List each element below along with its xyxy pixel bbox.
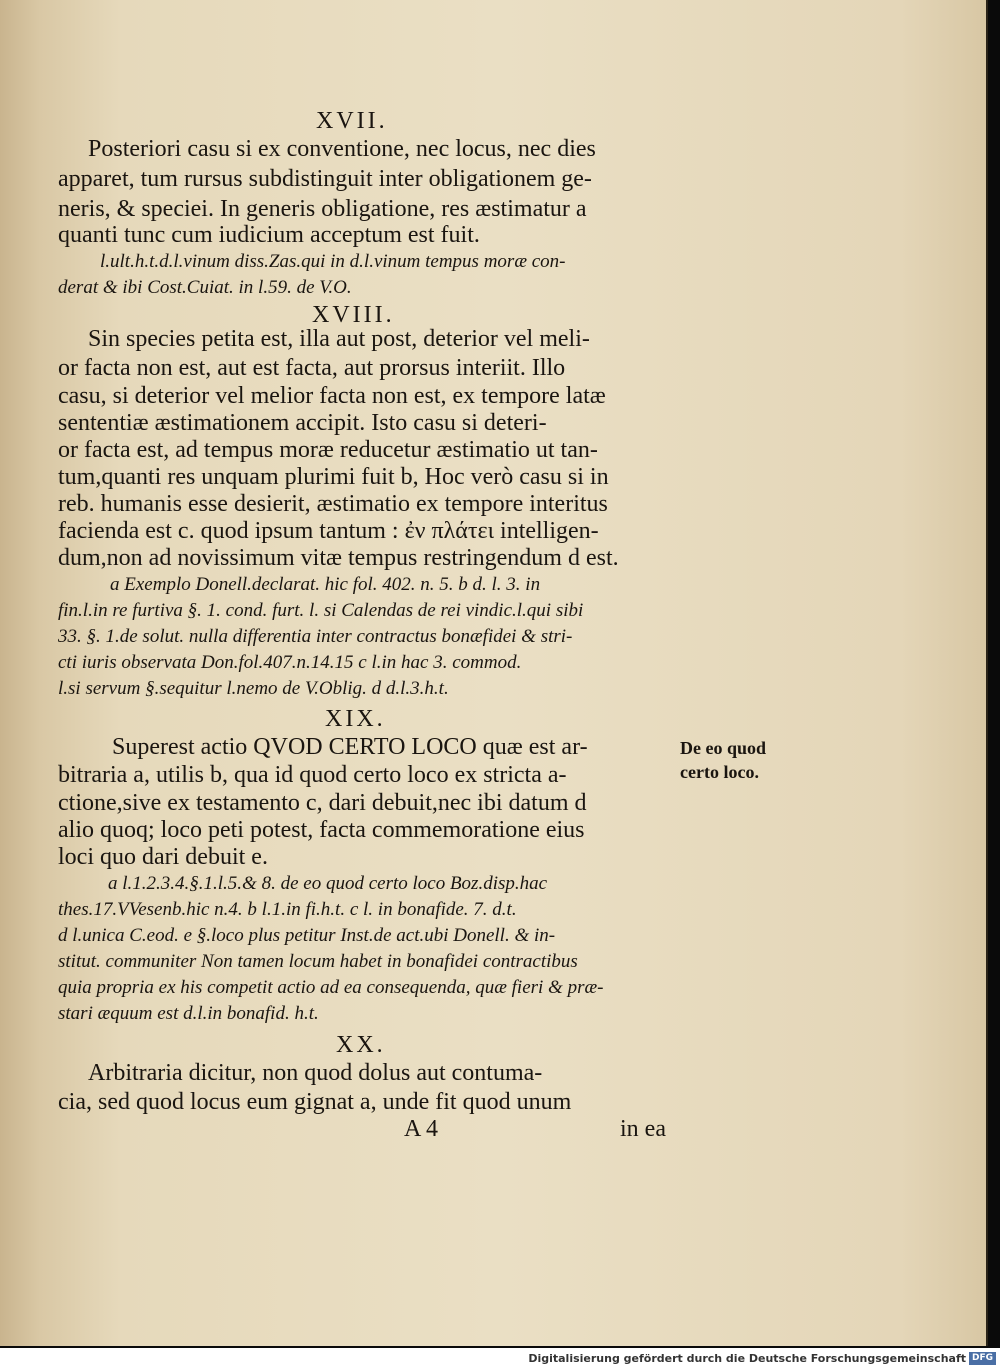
text-line: quanti tunc cum iudicium acceptum est fuit. (58, 222, 480, 248)
footnote-line: stari æquum est d.l.in bonafid. h.t. (58, 1003, 319, 1024)
footnote-line: derat & ibi Cost.Cuiat. in l.59. de V.O. (58, 277, 352, 298)
section-heading-xviii: XVIII. (312, 302, 395, 328)
text-line: tum,quanti res unquam plurimi fuit b, Hoc verò casu si in (58, 464, 609, 490)
footer-credit: Digitalisierung gefördert durch die Deutsche Forschungsgemeinschaft (528, 1352, 966, 1365)
text-line: Sin species petita est, illa aut post, deterior vel meli- (88, 326, 590, 352)
text-line: casu, si deterior vel melior facta non est, ex tempore latæ (58, 383, 606, 409)
text-line: bitraria a, utilis b, qua id quod certo loco ex stricta a- (58, 762, 567, 788)
footnote-line: 33. §. 1.de solut. nulla differentia inter contractus bonæfidei & stri- (58, 626, 573, 647)
footnote-line: l.ult.h.t.d.l.vinum diss.Zas.qui in d.l.vinum tempus moræ con- (100, 251, 566, 272)
text-line: or facta non est, aut est facta, aut prorsus interiit. Illo (58, 355, 566, 381)
footnote-line: thes.17.VVesenb.hic n.4. b l.1.in fi.h.t. c l. in bonafide. 7. d.t. (58, 899, 517, 920)
section-heading-xix: XIX. (325, 706, 386, 732)
text-line: dum,non ad novissimum vitæ tempus restringendum d est. (58, 545, 619, 571)
signature-mark: A 4 (404, 1116, 439, 1142)
marginal-note-line: certo loco. (680, 762, 759, 782)
footnote-line: stitut. communiter Non tamen locum habet in bonafidei contractibus (58, 951, 578, 972)
text-line: Superest actio QVOD CERTO LOCO quæ est ar- (112, 734, 588, 760)
text-line: sententiæ æstimationem accipit. Isto casu si deteri- (58, 410, 547, 436)
text-line: reb. humanis esse desierit, æstimatio ex tempore interitus (58, 491, 608, 517)
section-heading-xvii: XVII. (316, 108, 388, 134)
text-line: Arbitraria dicitur, non quod dolus aut contuma- (88, 1060, 543, 1086)
footnote-line: a Exemplo Donell.declarat. hic fol. 402. n. 5. b d. l. 3. in (110, 574, 541, 595)
footnote-line: fin.l.in re furtiva §. 1. cond. furt. l. si Calendas de rei vindic.l.qui sibi (58, 600, 584, 621)
footnote-line: a l.1.2.3.4.§.1.l.5.& 8. de eo quod certo loco Boz.disp.hac (108, 873, 548, 894)
footnote-line: l.si servum §.sequitur l.nemo de V.Oblig. d d.l.3.h.t. (58, 678, 449, 699)
text-line: cia, sed quod locus eum gignat a, unde fit quod unum (58, 1089, 572, 1115)
section-heading-xx: XX. (336, 1032, 386, 1058)
footnote-line: quia propria ex his competit actio ad ea consequenda, quæ fieri & præ- (58, 977, 604, 998)
text-line: or facta est, ad tempus moræ reducetur æstimatio ut tan- (58, 437, 598, 463)
marginal-note-line: De eo quod (680, 738, 767, 758)
text-line: neris, & speciei. In generis obligatione, res æstimatur a (58, 196, 587, 222)
text-line: Posteriori casu si ex conventione, nec locus, nec dies (88, 136, 596, 162)
text-line: facienda est c. quod ipsum tantum : ἐν πλάτει intelligen- (58, 518, 599, 544)
footer-bar (0, 1348, 1000, 1370)
text-line: alio quoq; loco peti potest, facta commemoratione eius (58, 817, 585, 843)
text-line: loci quo dari debuit e. (58, 844, 268, 870)
footnote-line: cti iuris observata Don.fol.407.n.14.15 c l.in hac 3. commod. (58, 652, 522, 673)
dfg-logo-icon: DFG (969, 1352, 996, 1365)
text-line: apparet, tum rursus subdistinguit inter obligationem ge- (58, 166, 592, 192)
catchword: in ea (620, 1116, 666, 1142)
footnote-line: d l.unica C.eod. e §.loco plus petitur Inst.de act.ubi Donell. & in- (58, 925, 556, 946)
text-line: ctione,sive ex testamento c, dari debuit,nec ibi datum d (58, 790, 587, 816)
